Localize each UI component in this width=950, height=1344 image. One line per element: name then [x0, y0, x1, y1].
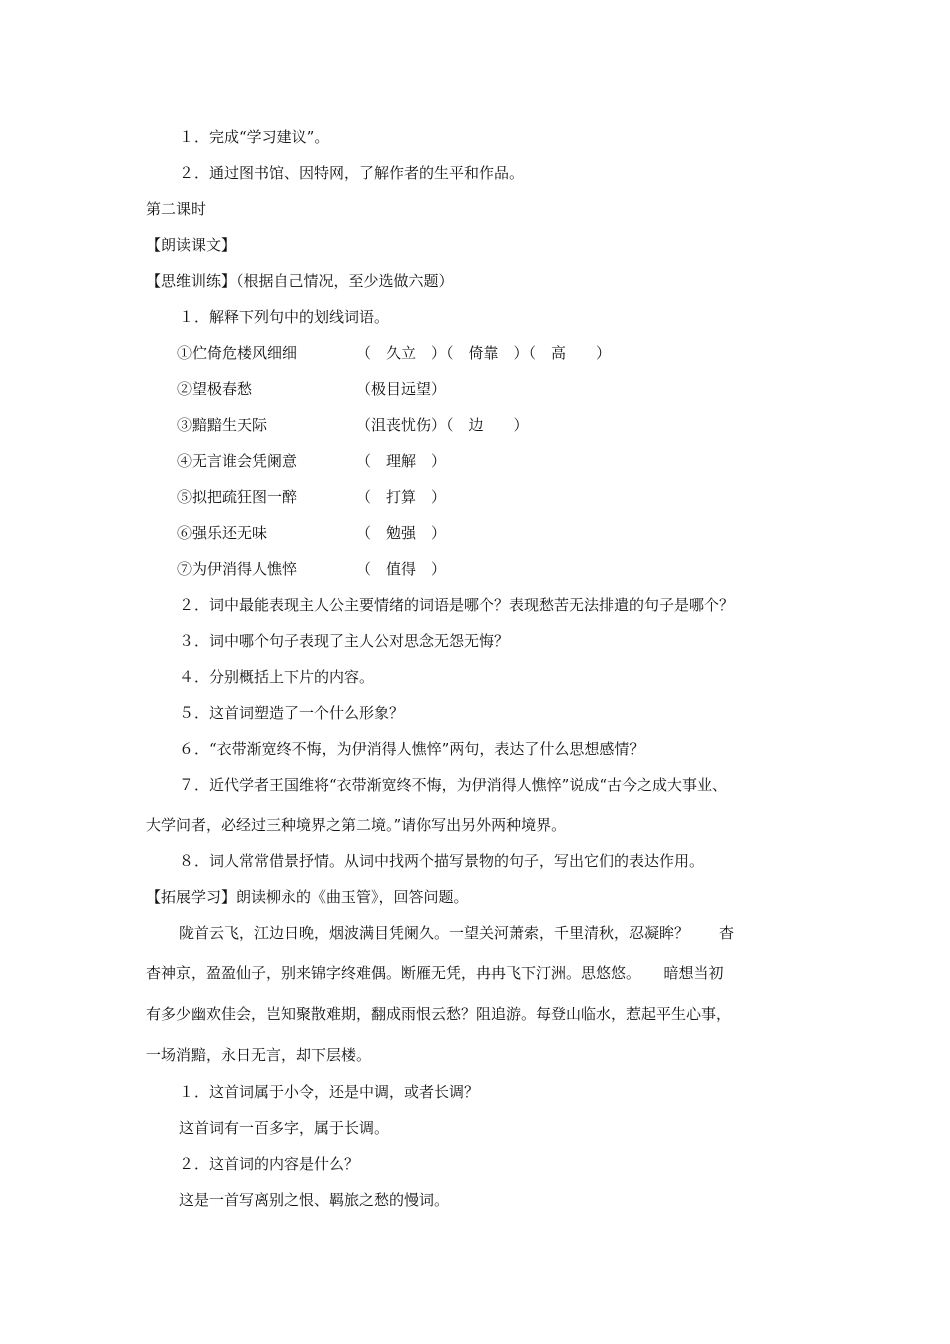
extend-answer-2: 这是一首写离别之恨、羁旅之愁的慢词。 [179, 1191, 450, 1209]
vocab-gloss: （沮丧忧伤）（ 边 ） [356, 416, 529, 434]
extend-question-2: ２．这首词的内容是什么？ [179, 1155, 360, 1173]
poem-line: 杳神京，盈盈仙子，别来锦字终难偶。断雁无凭，冉冉飞下汀洲。思悠悠。 暗想当初 [146, 964, 724, 982]
vocab-phrase: ④无言谁会凭阑意 [177, 452, 298, 470]
vocab-gloss: （ 久立 ）（ 倚靠 ）（ 高 ） [356, 344, 612, 362]
extend-question-1: １．这首词属于小令，还是中调，或者长调？ [179, 1083, 480, 1101]
section-heading-thinking: 【思维训练】（根据自己情况，至少选做六题） [146, 272, 454, 290]
poem-line: 一场消黯，永日无言，却下层楼。 [146, 1046, 372, 1064]
vocab-gloss: （ 勉强 ） [356, 524, 447, 542]
vocab-phrase: ②望极春愁 [177, 380, 253, 398]
question-3: ３．词中哪个句子表现了主人公对思念无怨无悔？ [179, 632, 510, 650]
question-4: ４．分别概括上下片的内容。 [179, 668, 375, 686]
question-1: １．解释下列句中的划线词语。 [179, 308, 390, 326]
vocab-phrase: ③黯黯生天际 [177, 416, 268, 434]
section-heading-extend: 【拓展学习】朗读柳永的《曲玉管》，回答问题。 [146, 888, 469, 906]
vocab-phrase: ⑤拟把疏狂图一醉 [177, 488, 298, 506]
question-2: ２．词中最能表现主人公主要情绪的词语是哪个？表现愁苦无法排遣的句子是哪个？ [179, 596, 735, 614]
task-item-2: ２．通过图书馆、因特网，了解作者的生平和作品。 [179, 164, 525, 182]
task-item-1: １．完成“学习建议”。 [179, 128, 330, 146]
question-6: ６．“衣带渐宽终不悔，为伊消得人憔悴”两句，表达了什么思想感情？ [179, 740, 645, 758]
vocab-gloss: （ 理解 ） [356, 452, 447, 470]
vocab-gloss: （ 打算 ） [356, 488, 447, 506]
vocab-phrase: ⑦为伊消得人憔悴 [177, 560, 298, 578]
question-8: ８．词人常常借景抒情。从词中找两个描写景物的句子，写出它们的表达作用。 [179, 852, 705, 870]
vocab-gloss: （ 值得 ） [356, 560, 447, 578]
question-7-line-2: 大学问者，必经过三种境界之第二境。”请你写出另外两种境界。 [146, 816, 567, 834]
question-5: ５．这首词塑造了一个什么形象？ [179, 704, 405, 722]
extend-answer-1: 这首词有一百多字，属于长调。 [179, 1119, 390, 1137]
vocab-phrase: ⑥强乐还无味 [177, 524, 268, 542]
poem-line: 陇首云飞，江边日晚，烟波满目凭阑久。一望关河萧索，千里清秋，忍凝眸？ 杳 [179, 924, 735, 942]
vocab-gloss: （极目远望） [356, 380, 447, 398]
vocab-phrase: ①伫倚危楼风细细 [177, 344, 298, 362]
poem-line: 有多少幽欢佳会，岂知聚散难期，翻成雨恨云愁？阻追游。每登山临水，惹起平生心事， [146, 1005, 732, 1023]
section-heading-reading: 【朗读课文】 [146, 236, 237, 254]
question-7-line-1: ７．近代学者王国维将“衣带渐宽终不悔，为伊消得人憔悴”说成“古今之成大事业、 [179, 776, 728, 794]
lesson-title: 第二课时 [146, 200, 207, 218]
